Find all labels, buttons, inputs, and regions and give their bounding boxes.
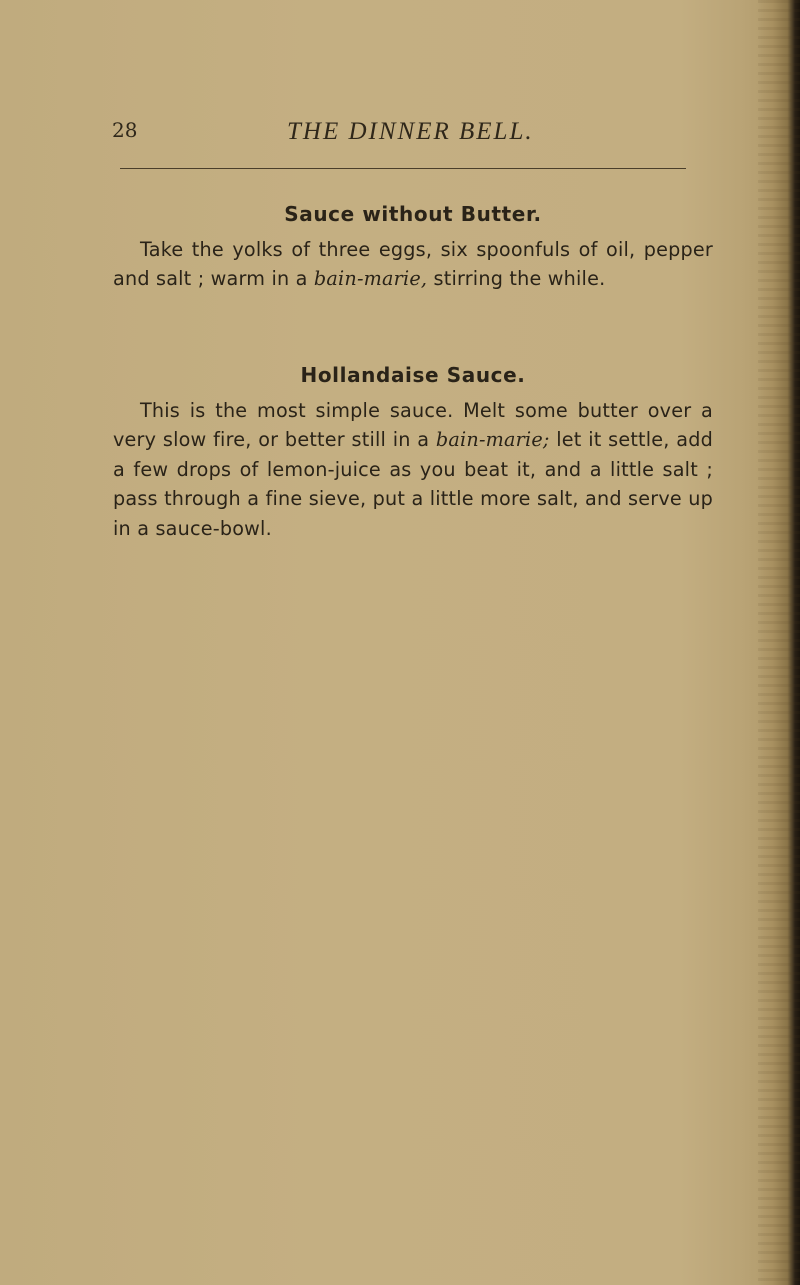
recipe-text (113, 396, 713, 543)
page-edge (758, 0, 800, 1285)
recipe-hollandaise-sauce (113, 358, 713, 543)
section-title: Hollandaise Sauce. (300, 363, 526, 387)
page-number: 28 (112, 118, 138, 142)
recipe-sauce-without-butter (113, 197, 713, 294)
recipe-emphasis: bain-marie, (313, 267, 428, 291)
recipe-text (113, 235, 713, 294)
recipe-text-part: let it settle, add a few drops of lemon-juice as you beat it, and a little salt ; pass through a fine sieve, put a little more salt, and serve up in a sauce-bowl. (113, 428, 713, 540)
recipe-text-part: This is the most simple sauce. Melt some butter over a very slow fire, or better still in a (113, 399, 713, 452)
page-header (112, 118, 712, 158)
recipe-text-part: Take the yolks of three eggs, six spoonfuls of oil, pepper and salt ; warm in a (113, 238, 713, 291)
header-rule (120, 168, 686, 169)
recipe-emphasis: bain-marie; (435, 428, 550, 452)
recipe-text-part: stirring the while. (427, 267, 606, 291)
section-title: Sauce without Butter. (284, 202, 542, 226)
running-head: THE DINNER BELL. (287, 118, 534, 145)
